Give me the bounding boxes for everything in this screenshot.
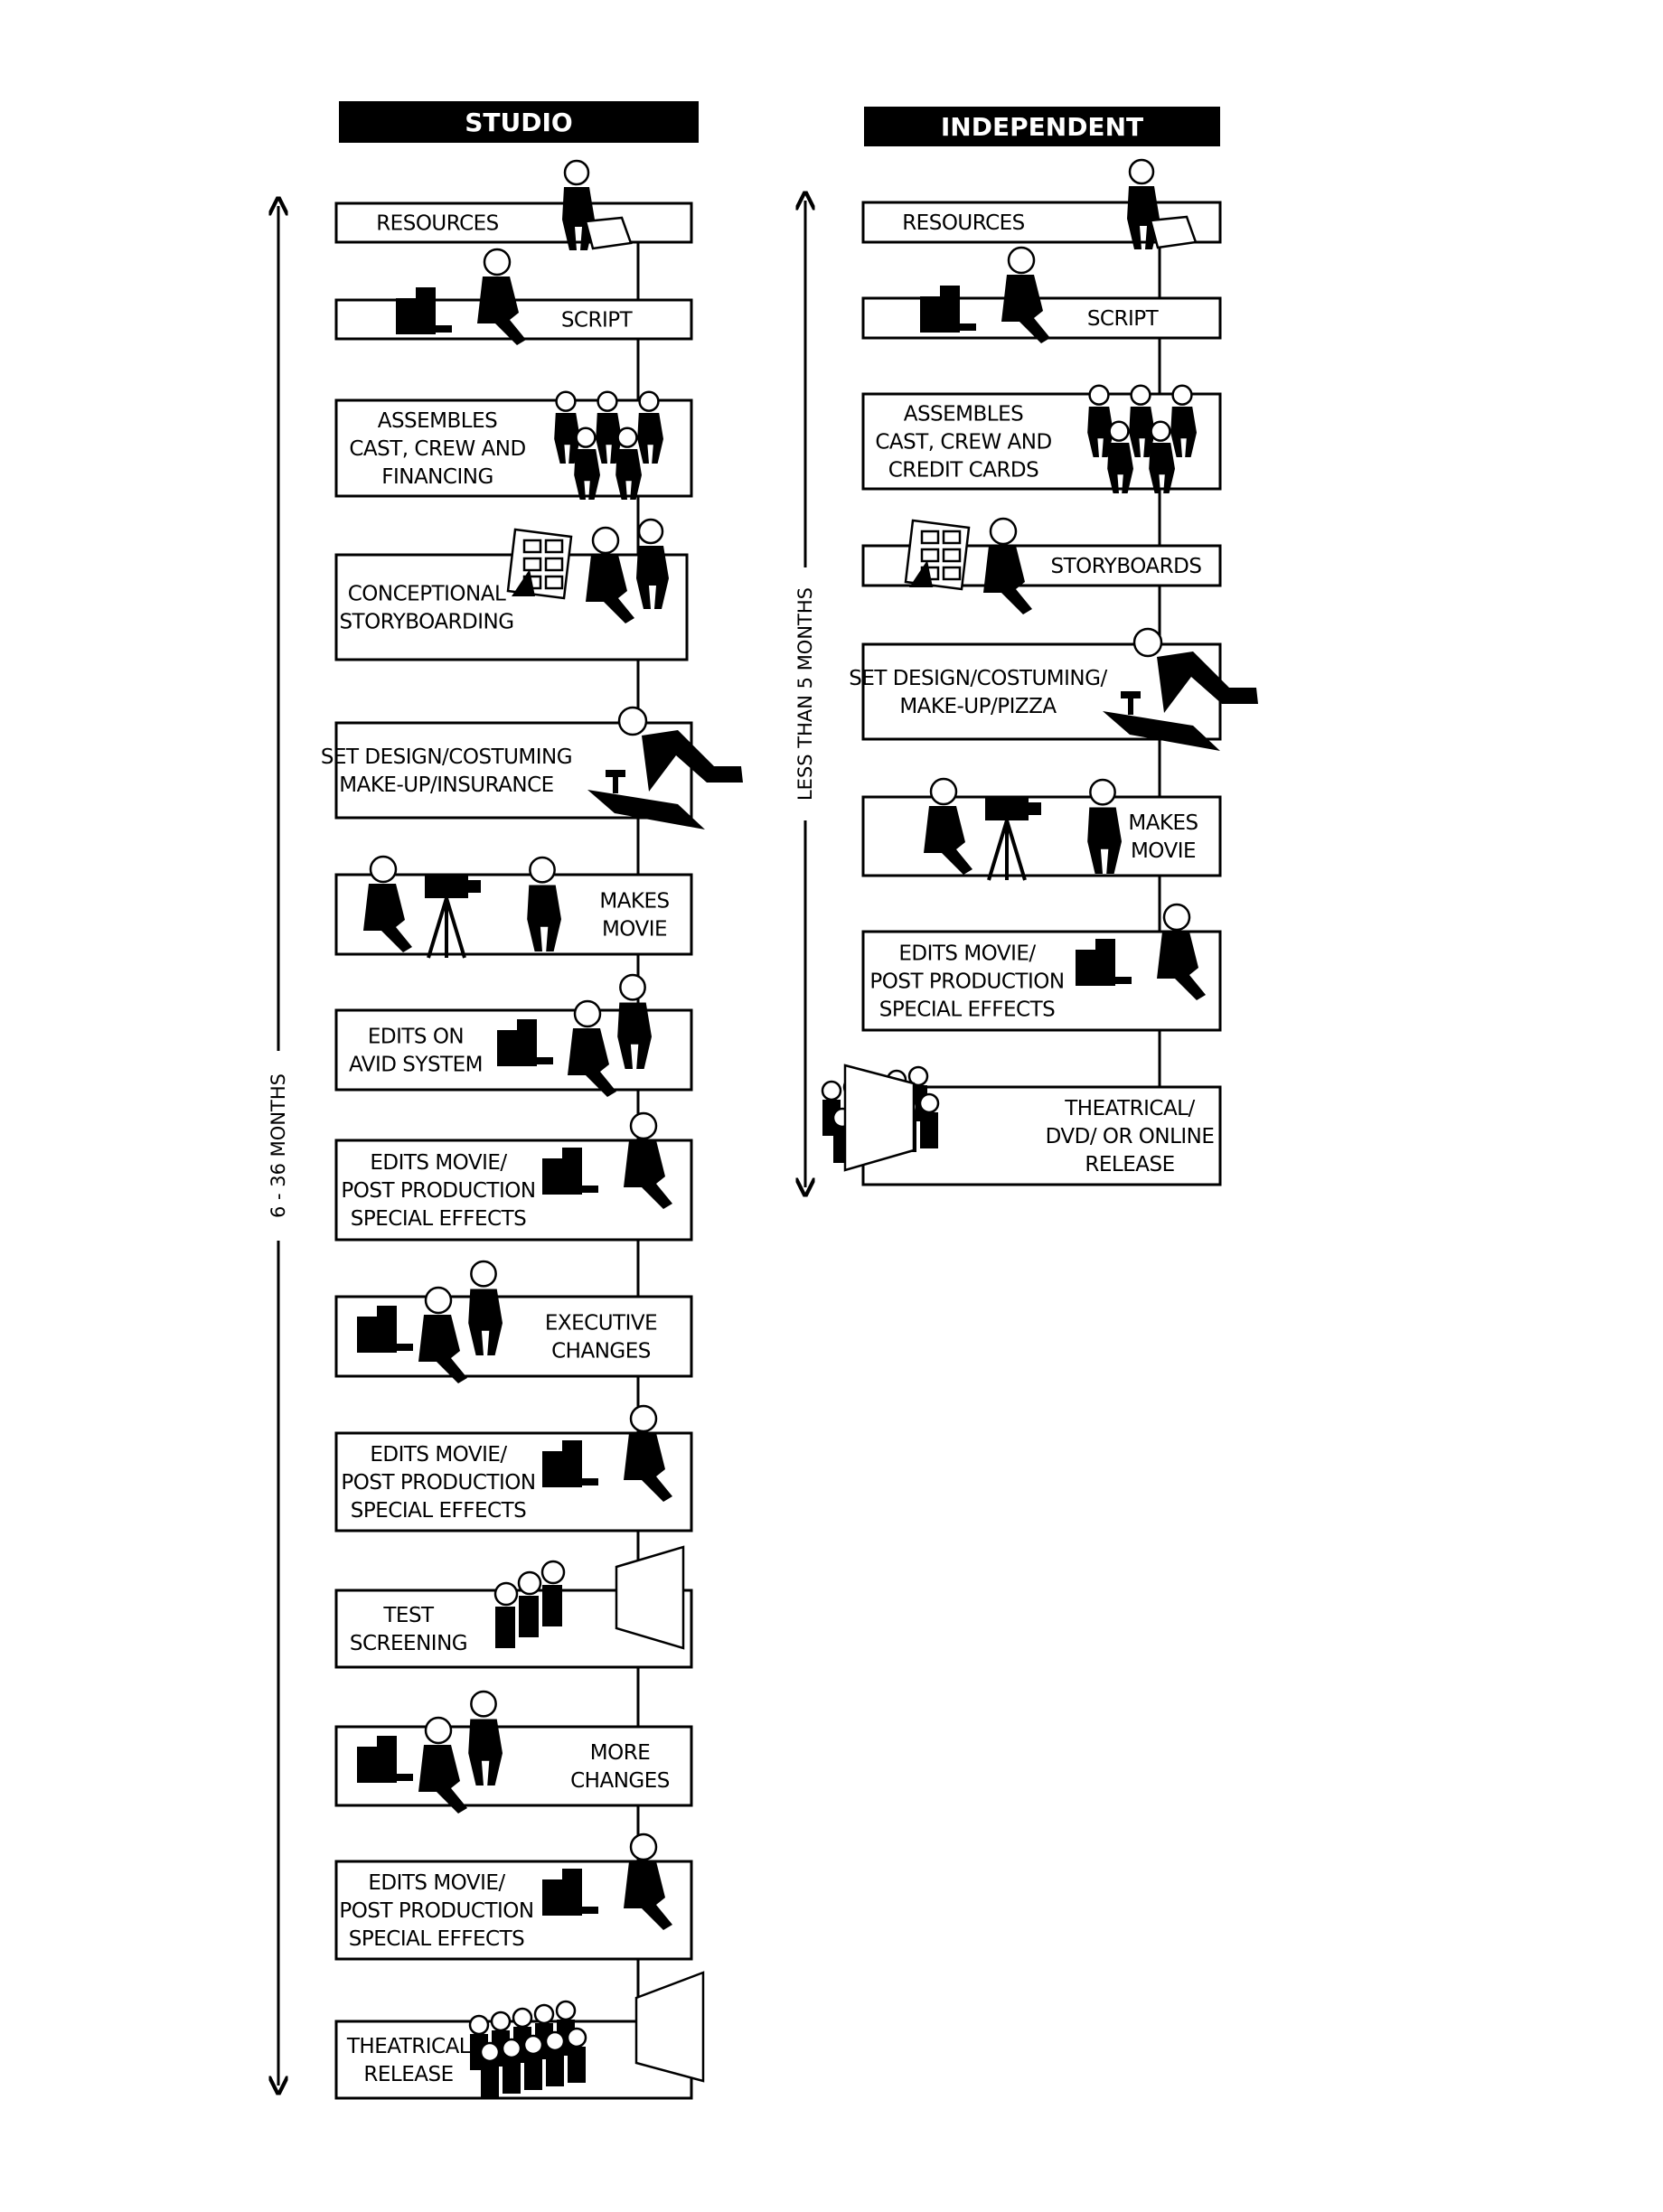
step-label-line: AVID SYSTEM [349, 1053, 483, 1077]
step-label-line: MOVIE [1130, 839, 1197, 863]
step-label-line: CAST, CREW AND [875, 430, 1052, 455]
step-label-line: ASSEMBLES [377, 409, 498, 433]
studio-step-11 [336, 1547, 691, 1667]
studio-duration-arrow [268, 206, 289, 2085]
studio-header [339, 101, 699, 143]
step-label-line: RELEASE [1085, 1153, 1175, 1176]
studio-step-4 [336, 520, 687, 660]
step-label-line: CAST, CREW AND [349, 437, 526, 461]
studio-column [268, 101, 743, 2098]
step-label-line: SPECIAL EFFECTS [348, 1927, 525, 1951]
step-label-line: RESOURCES [376, 211, 499, 236]
step-label-line: EDITS MOVIE/ [370, 1443, 507, 1467]
studio-step-10 [336, 1406, 691, 1531]
step-label-line: SET DESIGN/COSTUMING [320, 745, 573, 769]
step-label-line: MAKES [1128, 811, 1198, 835]
step-label-line: EDITS MOVIE/ [898, 942, 1036, 966]
independent-step-1 [863, 160, 1220, 249]
independent-step-2 [863, 248, 1220, 343]
step-label-line: MAKE-UP/INSURANCE [339, 773, 554, 797]
step-label-line: POST PRODUCTION [341, 1179, 536, 1203]
step-label-line: STORYBOARDS [1050, 555, 1202, 578]
studio-step-13 [336, 1834, 691, 1959]
studio-step-5 [321, 708, 743, 830]
step-label-line: MORE [589, 1741, 651, 1765]
step-label-line: CHANGES [551, 1339, 651, 1364]
step-label-line: EDITS MOVIE/ [368, 1871, 505, 1895]
step-label-line: THEATRICAL [346, 2035, 471, 2058]
step-label-line: MAKE-UP/PIZZA [899, 695, 1057, 718]
step-label-line: CONCEPTIONAL [347, 582, 506, 606]
studio-duration-label: 6 - 36 MONTHS [268, 1073, 289, 1218]
step-label-line: SCREENING [349, 1632, 468, 1655]
step-label-line: ASSEMBLES [903, 402, 1024, 426]
step-label-line: SPECIAL EFFECTS [350, 1207, 527, 1231]
step-label-line: EXECUTIVE [544, 1311, 658, 1336]
step-label-line: FINANCING [381, 465, 493, 489]
step-label-line: RELEASE [363, 2063, 454, 2086]
step-label-line: POST PRODUCTION [869, 970, 1065, 994]
studio-step-14 [336, 1973, 703, 2098]
studio-step-8 [336, 1113, 691, 1240]
step-label-line: THEATRICAL/ [1065, 1097, 1195, 1120]
step-label-line: CHANGES [570, 1769, 670, 1793]
independent-header [864, 107, 1220, 146]
step-label-line: TEST [383, 1604, 434, 1627]
independent-column [794, 107, 1258, 1187]
step-label-line: SCRIPT [560, 308, 633, 333]
step-label-line: SCRIPT [1086, 307, 1159, 331]
step-label-line: POST PRODUCTION [341, 1471, 536, 1495]
studio-step-3 [336, 392, 691, 500]
independent-step-4 [863, 519, 1220, 614]
independent-step-3 [863, 386, 1220, 493]
step-label-line: EDITS ON [367, 1025, 465, 1049]
independent-step-5 [849, 629, 1258, 751]
independent-step-6 [863, 779, 1220, 880]
step-label-line: STORYBOARDING [339, 610, 514, 634]
step-label-line: CREDIT CARDS [888, 458, 1039, 483]
step-label-line: SET DESIGN/COSTUMING/ [849, 667, 1107, 690]
studio-step-7 [336, 975, 691, 1097]
studio-header-label: STUDIO [465, 108, 573, 137]
step-label-line: MOVIE [601, 917, 668, 942]
step-label-line: DVD/ OR ONLINE [1045, 1125, 1215, 1148]
step-label-line: MAKES [599, 889, 670, 914]
step-label-line: POST PRODUCTION [339, 1899, 534, 1923]
independent-duration-arrow [794, 201, 816, 1187]
studio-step-1 [336, 161, 691, 250]
step-label-line: SPECIAL EFFECTS [878, 998, 1056, 1022]
step-label-line: EDITS MOVIE/ [370, 1151, 507, 1175]
step-label-line: RESOURCES [902, 211, 1025, 235]
independent-header-label: INDEPENDENT [940, 112, 1144, 142]
independent-step-7 [863, 904, 1220, 1030]
independent-duration-label: LESS THAN 5 MONTHS [794, 586, 816, 801]
step-label-line: SPECIAL EFFECTS [350, 1499, 527, 1523]
